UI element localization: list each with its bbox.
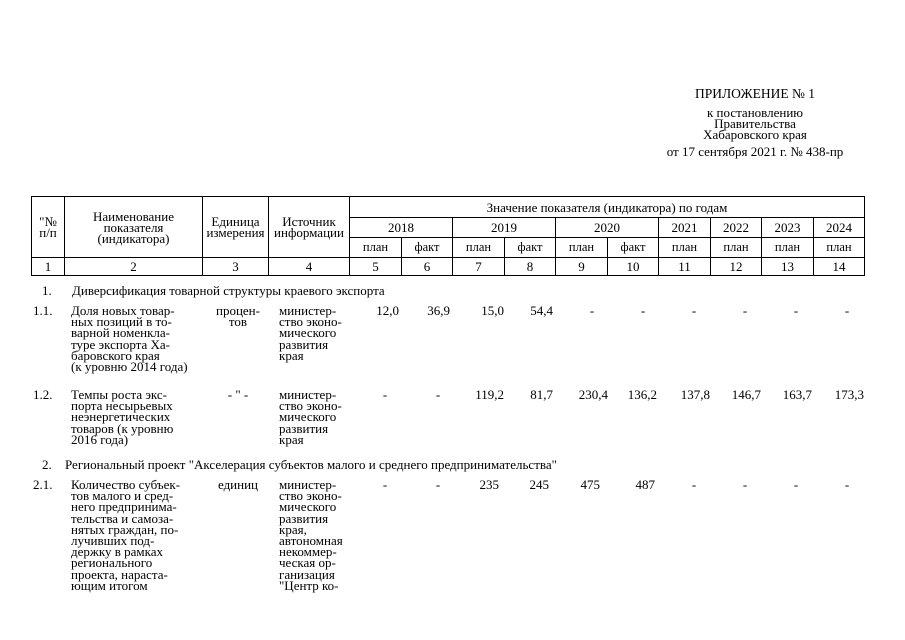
header-plan: план: [659, 238, 711, 258]
appendix-line-3: Хабаровского края: [703, 127, 807, 142]
value-2020-fact: 136,2: [627, 387, 657, 402]
row-source: министер- ство эконо- мического развития края: [279, 387, 342, 447]
value-2018-plan: -: [382, 477, 388, 492]
row-num: 1.2.: [33, 387, 53, 402]
row-indicator-name: Количество субъек- тов малого и сред- него предпринима- тельства и самоза- нятых граждан, по- лучивших под- держку в рамках регионального проекта, нараста- ющим итогом: [71, 477, 181, 593]
colnum-4: 4: [269, 258, 350, 276]
value-2018-fact: -: [435, 387, 441, 402]
row-num: 2.1.: [33, 477, 53, 492]
header-fact: факт: [505, 238, 556, 258]
header-year-2018: 2018: [350, 218, 453, 238]
value-2021-plan: -: [691, 477, 697, 492]
colnum-10: 10: [608, 258, 659, 276]
colnum-14: 14: [814, 258, 865, 276]
section-num: 2.: [42, 457, 52, 472]
colnum-7: 7: [453, 258, 505, 276]
row-source: министер- ство эконо- мического развития края, автономная некоммер- ческая ор- ганизация "Центр ко-: [279, 477, 343, 593]
colnum-6: 6: [402, 258, 453, 276]
colnum-12: 12: [711, 258, 762, 276]
section-title: Региональный проект "Акселерация субъектов малого и среднего предпринимательства": [65, 457, 557, 472]
appendix-line-1: к постановлению: [706, 105, 804, 120]
colnum-8: 8: [505, 258, 556, 276]
header-plan: план: [350, 238, 402, 258]
header-plan: план: [711, 238, 762, 258]
header-name: Наименование показателя (индикатора): [65, 197, 203, 258]
header-year-2023: 2023: [762, 218, 814, 238]
value-2020-fact: -: [640, 303, 646, 318]
value-2018-plan: -: [382, 387, 388, 402]
value-2024-plan: -: [844, 303, 850, 318]
colnum-5: 5: [350, 258, 402, 276]
row-unit: - " -: [227, 387, 249, 402]
row-num: 1.1.: [33, 303, 53, 318]
value-2022-plan: -: [742, 303, 748, 318]
header-source: Источник информации: [269, 197, 350, 258]
section-title: Диверсификация товарной структуры краевого экспорта: [72, 283, 385, 298]
row-source: министер- ство эконо- мического развития края: [279, 303, 342, 363]
row-indicator-name: Доля новых товар- ных позиций в то- варной номенкла- туре экспорта Ха- баровского края (к уровню 2014 года): [71, 303, 188, 375]
value-2021-plan: 137,8: [680, 387, 710, 402]
value-2021-plan: -: [691, 303, 697, 318]
colnum-2: 2: [65, 258, 203, 276]
value-2020-plan: 475: [580, 477, 600, 492]
value-2019-fact: 81,7: [530, 387, 553, 402]
header-year-2021: 2021: [659, 218, 711, 238]
header-year-2019: 2019: [453, 218, 556, 238]
value-2023-plan: 163,7: [782, 387, 812, 402]
value-2024-plan: 173,3: [834, 387, 864, 402]
colnum-11: 11: [659, 258, 711, 276]
header-year-2022: 2022: [711, 218, 762, 238]
header-plan: план: [453, 238, 505, 258]
row-unit: единиц: [217, 477, 259, 492]
header-year-2024: 2024: [814, 218, 865, 238]
header-values-title: Значение показателя (индикатора) по годам: [350, 197, 865, 218]
section-num: 1.: [42, 283, 52, 298]
colnum-3: 3: [203, 258, 269, 276]
header-fact: факт: [402, 238, 453, 258]
value-2019-fact: 54,4: [530, 303, 553, 318]
value-2018-fact: 36,9: [427, 303, 450, 318]
header-plan: план: [556, 238, 608, 258]
value-2019-plan: 235: [479, 477, 499, 492]
appendix-line-2: Правительства: [714, 116, 796, 131]
row-unit: процен- тов: [216, 303, 260, 330]
header-plan: план: [814, 238, 865, 258]
value-2023-plan: -: [793, 477, 799, 492]
value-2018-plan: 12,0: [376, 303, 399, 318]
colnum-9: 9: [556, 258, 608, 276]
header-year-2020: 2020: [556, 218, 659, 238]
value-2019-fact: 245: [529, 477, 549, 492]
value-2020-plan: 230,4: [578, 387, 608, 402]
value-2019-plan: 119,2: [475, 387, 504, 402]
value-2018-fact: -: [435, 477, 441, 492]
header-plan: план: [762, 238, 814, 258]
value-2022-plan: 146,7: [731, 387, 761, 402]
appendix-title: ПРИЛОЖЕНИЕ № 1: [694, 86, 816, 101]
value-2022-plan: -: [742, 477, 748, 492]
colnum-1: 1: [32, 258, 65, 276]
row-indicator-name: Темпы роста экс- порта несырьевых неэнергетических товаров (к уровню 2016 года): [71, 387, 174, 447]
value-2020-fact: 487: [635, 477, 655, 492]
value-2019-plan: 15,0: [481, 303, 504, 318]
header-fact: факт: [608, 238, 659, 258]
header-num: "№ п/п: [32, 197, 65, 258]
value-2024-plan: -: [844, 477, 850, 492]
colnum-13: 13: [762, 258, 814, 276]
value-2023-plan: -: [793, 303, 799, 318]
value-2020-plan: -: [589, 303, 595, 318]
appendix-date: от 17 сентября 2021 г. № 438-пр: [666, 144, 844, 159]
header-unit: Единица измерения: [203, 197, 269, 258]
